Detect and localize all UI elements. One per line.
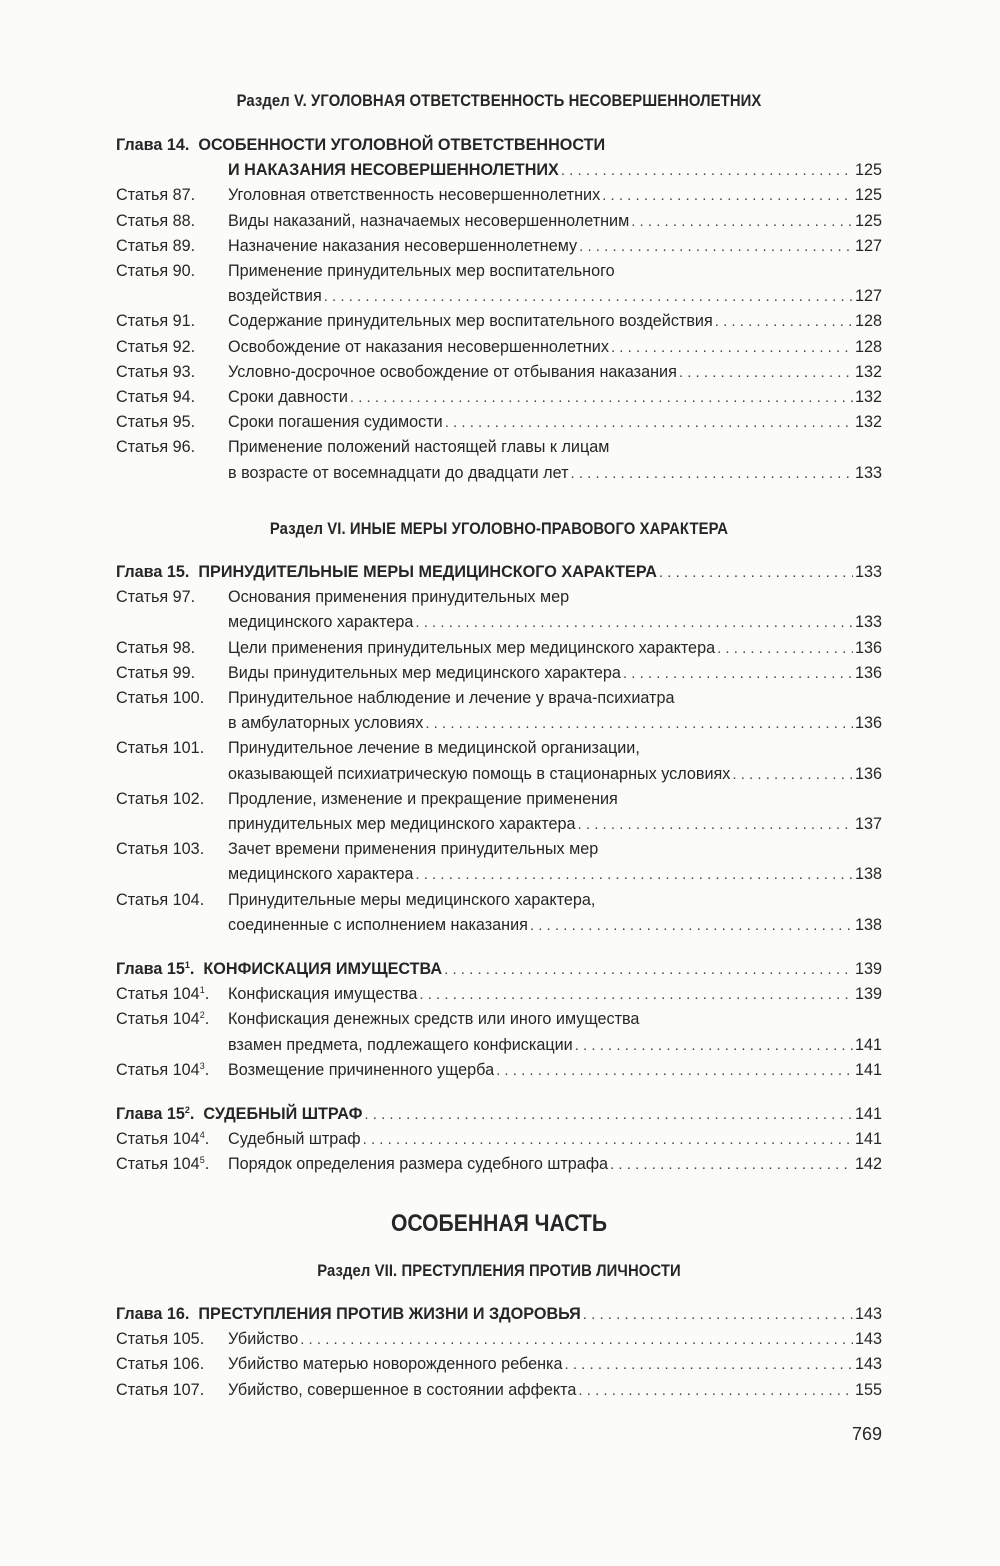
article-94 <box>116 385 882 410</box>
article-99-page: 136 <box>854 663 882 682</box>
article-92 <box>116 335 882 360</box>
article-99-leader <box>623 661 853 686</box>
article-103-text: Зачет времени применения принудительных мер <box>228 840 599 859</box>
article-1042-line2-page: 141 <box>854 1035 882 1054</box>
article-88-leader <box>631 209 853 234</box>
article-100-line2-text: в амбулаторных условиях <box>228 714 424 733</box>
article-1041-page: 139 <box>854 985 882 1004</box>
chapter-ch15-2-title <box>116 1102 882 1127</box>
article-90-line2-body <box>228 284 882 309</box>
chapter-ch14-title-line1-body <box>116 133 882 158</box>
toc-page <box>116 0 882 1566</box>
article-103-label: Статья 103. <box>116 840 205 859</box>
article-107-body <box>228 1378 882 1403</box>
article-93-leader <box>679 360 853 385</box>
article-97-text: Основания применения принудительных мер <box>228 588 570 607</box>
article-96-label: Статья 96. <box>116 438 196 457</box>
article-1042 <box>116 1007 882 1032</box>
article-105-page: 143 <box>854 1330 882 1349</box>
article-1043-leader <box>496 1058 853 1083</box>
article-1044-page: 141 <box>854 1130 882 1149</box>
article-104-label: Статья 104. <box>116 890 205 909</box>
article-104-line2 <box>116 913 882 938</box>
article-90-text: Применение принудительных мер воспитательного <box>228 262 615 280</box>
chapter-ch14-title-line1-text: ОСОБЕННОСТИ УГОЛОВНОЙ ОТВЕТСТВЕННОСТИ <box>198 136 606 154</box>
article-1041-label: Статья $104^1$. <box>116 985 210 1004</box>
chapter-ch15-title-page: 133 <box>854 563 882 581</box>
article-107-page: 155 <box>854 1380 882 1399</box>
chapter-ch14-title-line1 <box>116 133 882 158</box>
page-number: 769 <box>851 1424 882 1444</box>
article-89 <box>116 234 882 259</box>
article-91 <box>116 309 882 334</box>
article-1043-body <box>228 1058 882 1083</box>
article-102-label: Статья 102. <box>116 789 205 808</box>
article-94-label: Статья 94. <box>116 388 196 406</box>
article-93-label: Статья 93. <box>116 362 196 381</box>
chapter-ch15-1-label-sup: 1 <box>184 960 190 970</box>
article-1045 <box>116 1152 882 1177</box>
article-100-line2-page: 136 <box>854 714 882 733</box>
article-97-body <box>228 585 882 610</box>
article-90-line2-text: воздействия <box>228 287 322 306</box>
article-95-leader <box>445 410 853 435</box>
article-1043-text: Возмещение причиненного ущерба <box>228 1060 495 1079</box>
article-107-leader <box>578 1378 853 1403</box>
article-101-text: Принудительное лечение в медицинской организации, <box>228 739 640 758</box>
article-103 <box>116 837 882 862</box>
article-101-line2-body <box>228 762 882 787</box>
article-107 <box>116 1378 882 1403</box>
article-96-line2-text: в возрасте от восемнадцати до двадцати лет <box>228 463 569 482</box>
article-103-line2-leader <box>415 862 853 887</box>
article-98 <box>116 636 882 661</box>
special-part-title: ОСОБЕННАЯ ЧАСТЬ <box>390 1210 608 1237</box>
article-94-leader <box>350 385 853 410</box>
chapter-ch16-label: Глава 16. <box>116 1305 190 1323</box>
article-87 <box>116 183 882 208</box>
article-1043-label-sup: 3 <box>199 1060 205 1071</box>
article-95-page: 132 <box>854 413 882 432</box>
article-89-text: Назначение наказания несовершеннолетнему <box>228 236 578 255</box>
chapter-ch15-1-title-leader <box>444 957 853 982</box>
article-101-label: Статья 101. <box>116 739 205 758</box>
article-104-body <box>228 888 882 913</box>
article-106-body <box>228 1352 882 1377</box>
chapter-ch14-title-line2-text: И НАКАЗАНИЯ НЕСОВЕРШЕННОЛЕТНИХ <box>228 161 559 180</box>
article-103-body <box>228 837 882 862</box>
article-100-line2-body <box>228 711 882 736</box>
article-96-line2-page: 133 <box>854 463 882 482</box>
article-1041-body <box>228 982 882 1007</box>
article-106-text: Убийство матерью новорожденного ребенка <box>228 1355 563 1374</box>
article-89-leader <box>579 234 853 259</box>
article-87-page: 125 <box>854 186 882 205</box>
article-1042-text: Конфискация денежных средств или иного имущества <box>228 1010 640 1029</box>
chapter-ch15-title-text: ПРИНУДИТЕЛЬНЫЕ МЕРЫ МЕДИЦИНСКОГО ХАРАКТЕРА <box>198 563 657 581</box>
article-100-line2 <box>116 711 882 736</box>
article-105-body <box>228 1327 882 1352</box>
article-89-body <box>228 234 882 259</box>
article-97-line2-page: 133 <box>854 613 882 632</box>
chapter-ch15-1-title-body <box>116 957 882 982</box>
article-91-label: Статья 91. <box>116 312 196 331</box>
chapter-ch15-2-title-page: 141 <box>854 1105 882 1123</box>
article-99-body <box>228 661 882 686</box>
chapter-ch15-2-label: Глава $15^2$. <box>116 1105 195 1123</box>
article-1041-label-sup: 1 <box>199 985 205 996</box>
article-90-line2-leader <box>324 284 853 309</box>
article-105 <box>116 1327 882 1352</box>
article-1045-label: Статья $104^5$. <box>116 1155 210 1174</box>
article-93 <box>116 360 882 385</box>
article-94-body <box>228 385 882 410</box>
chapter-ch15-2-title-body <box>116 1102 882 1127</box>
article-101-line2-text: оказывающей психиатрическую помощь в стационарных условиях <box>228 764 731 783</box>
article-100 <box>116 686 882 711</box>
article-102-body <box>228 787 882 812</box>
article-98-leader <box>717 636 853 661</box>
chapter-ch15-1-title-page: 139 <box>854 960 882 978</box>
article-102-line2-page: 137 <box>854 815 882 833</box>
article-95-body <box>228 410 882 435</box>
section-vii-title: Раздел VII. ПРЕСТУПЛЕНИЯ ПРОТИВ ЛИЧНОСТИ <box>317 1262 681 1280</box>
article-89-label: Статья 89. <box>116 236 196 255</box>
article-99-label: Статья 99. <box>116 663 196 682</box>
article-1041-text: Конфискация имущества <box>228 985 418 1004</box>
article-107-text: Убийство, совершенное в состоянии аффекта <box>228 1380 577 1399</box>
article-101-line2-leader <box>732 762 853 787</box>
article-87-label: Статья 87. <box>116 186 196 205</box>
article-105-label: Статья 105. <box>116 1330 205 1349</box>
article-93-body <box>228 360 882 385</box>
article-1045-text: Порядок определения размера судебного штрафа <box>228 1155 609 1174</box>
article-1045-leader <box>610 1152 853 1177</box>
article-105-leader <box>300 1327 853 1352</box>
article-1044-label: Статья $104^4$. <box>116 1130 210 1149</box>
chapter-ch16-title-body <box>116 1302 882 1327</box>
chapter-ch14-title-line2-page: 125 <box>854 161 882 180</box>
article-1042-line2-leader <box>575 1033 853 1058</box>
article-94-page: 132 <box>854 388 882 406</box>
article-93-text: Условно-досрочное освобождение от отбывания наказания <box>228 362 677 381</box>
article-96-line2-body <box>228 461 882 486</box>
article-89-page: 127 <box>854 236 882 255</box>
article-94-text: Сроки давности <box>228 388 348 406</box>
article-104-line2-page: 138 <box>854 915 882 934</box>
article-90-line2 <box>116 284 882 309</box>
article-1042-line2-body <box>228 1033 882 1058</box>
article-87-leader <box>602 183 853 208</box>
article-101 <box>116 736 882 761</box>
chapter-ch14-title-line2-body <box>228 158 882 183</box>
chapter-ch15-1-title-text: КОНФИСКАЦИЯ ИМУЩЕСТВА <box>203 960 443 978</box>
article-88-text: Виды наказаний, назначаемых несовершеннолетним <box>228 211 630 230</box>
article-1042-label: Статья $104^2$. <box>116 1010 210 1029</box>
article-87-text: Уголовная ответственность несовершеннолетних <box>228 186 601 205</box>
article-95-text: Сроки погашения судимости <box>228 413 443 432</box>
article-97-line2 <box>116 610 882 635</box>
chapter-ch15-title-leader <box>659 560 853 585</box>
article-1043 <box>116 1058 882 1083</box>
article-100-line2-leader <box>425 711 853 736</box>
article-93-page: 132 <box>854 362 882 381</box>
article-95 <box>116 410 882 435</box>
article-104-line2-body <box>228 913 882 938</box>
article-92-leader <box>611 335 853 360</box>
article-101-line2-page: 136 <box>854 764 882 783</box>
chapter-ch16-title-leader <box>583 1302 853 1327</box>
article-1044-label-sup: 4 <box>199 1130 205 1141</box>
article-96-body <box>228 435 882 460</box>
article-1045-label-sup: 5 <box>199 1155 205 1166</box>
article-104 <box>116 888 882 913</box>
article-106-page: 143 <box>854 1355 882 1374</box>
article-101-line2 <box>116 762 882 787</box>
article-1042-label-sup: 2 <box>199 1010 205 1021</box>
article-91-text: Содержание принудительных мер воспитательного воздействия <box>228 312 713 331</box>
article-99-text: Виды принудительных мер медицинского характера <box>228 663 621 682</box>
section-vi-title: Раздел VI. ИНЫЕ МЕРЫ УГОЛОВНО-ПРАВОВОГО ХАРАКТЕРА <box>269 520 729 538</box>
article-98-text: Цели применения принудительных мер медицинского характера <box>228 638 716 657</box>
article-106 <box>116 1352 882 1377</box>
article-102 <box>116 787 882 812</box>
chapter-ch14-label: Глава 14. <box>116 136 190 154</box>
chapter-ch15-2-title-leader <box>364 1102 853 1127</box>
article-97-line2-leader <box>415 610 853 635</box>
article-96-text: Применение положений настоящей главы к лицам <box>228 438 610 457</box>
article-1045-body <box>228 1152 882 1177</box>
article-90-line2-page: 127 <box>854 287 882 306</box>
article-98-body <box>228 636 882 661</box>
article-104-text: Принудительные меры медицинского характера, <box>228 890 596 909</box>
article-1045-page: 142 <box>854 1155 882 1174</box>
article-97-line2-text: медицинского характера <box>228 613 414 632</box>
article-1044-body <box>228 1127 882 1152</box>
section-v-title: Раздел V. УГОЛОВНАЯ ОТВЕТСТВЕННОСТЬ НЕСОВЕРШЕННОЛЕТНИХ <box>236 92 762 110</box>
chapter-ch15-title <box>116 560 882 585</box>
article-98-label: Статья 98. <box>116 638 196 657</box>
chapter-ch14-title-line2 <box>116 158 882 183</box>
article-1041-leader <box>419 982 853 1007</box>
article-102-line2-body <box>228 812 882 837</box>
chapter-ch15-title-body <box>116 560 882 585</box>
article-1041 <box>116 982 882 1007</box>
article-97-label: Статья 97. <box>116 588 196 607</box>
chapter-ch15-2-label-sup: 2 <box>184 1105 190 1115</box>
article-98-page: 136 <box>854 638 882 657</box>
article-97 <box>116 585 882 610</box>
article-102-text: Продление, изменение и прекращение применения <box>228 789 618 808</box>
article-100-body <box>228 686 882 711</box>
chapter-ch16-title-page: 143 <box>854 1305 882 1323</box>
article-87-body <box>228 183 882 208</box>
article-92-label: Статья 92. <box>116 337 196 356</box>
article-90-body <box>228 259 882 284</box>
article-103-line2 <box>116 862 882 887</box>
article-102-line2-leader <box>578 812 853 837</box>
article-106-label: Статья 106. <box>116 1355 205 1374</box>
article-102-line2-text: принудительных мер медицинского характера <box>228 815 576 833</box>
article-106-leader <box>564 1352 853 1377</box>
chapter-ch15-1-label: Глава $15^1$. <box>116 960 195 978</box>
article-91-body <box>228 309 882 334</box>
article-1044-leader <box>363 1127 853 1152</box>
article-96-line2-leader <box>571 461 853 486</box>
article-92-body <box>228 335 882 360</box>
article-1044-text: Судебный штраф <box>228 1130 361 1149</box>
article-1044 <box>116 1127 882 1152</box>
article-104-line2-text: соединенные с исполнением наказания <box>228 915 528 934</box>
chapter-ch16-title <box>116 1302 882 1327</box>
article-101-body <box>228 736 882 761</box>
article-91-page: 128 <box>854 312 882 331</box>
article-99 <box>116 661 882 686</box>
article-100-text: Принудительное наблюдение и лечение у врача-психиатра <box>228 689 675 707</box>
chapter-ch15-2-title-text: СУДЕБНЫЙ ШТРАФ <box>203 1105 363 1123</box>
article-95-label: Статья 95. <box>116 413 196 432</box>
article-92-page: 128 <box>854 337 882 356</box>
chapter-ch16-title-text: ПРЕСТУПЛЕНИЯ ПРОТИВ ЖИЗНИ И ЗДОРОВЬЯ <box>198 1305 581 1323</box>
article-1043-label: Статья $104^3$. <box>116 1060 210 1079</box>
article-100-label: Статья 100. <box>116 689 205 707</box>
article-103-line2-body <box>228 862 882 887</box>
article-92-text: Освобождение от наказания несовершеннолетних <box>228 337 609 356</box>
article-91-leader <box>715 309 853 334</box>
article-88-label: Статья 88. <box>116 211 196 230</box>
article-102-line2 <box>116 812 882 837</box>
article-104-line2-leader <box>530 913 853 938</box>
chapter-ch14-title-line2-leader <box>561 158 853 183</box>
article-97-line2-body <box>228 610 882 635</box>
article-88 <box>116 209 882 234</box>
article-107-label: Статья 107. <box>116 1380 205 1399</box>
article-103-line2-text: медицинского характера <box>228 865 414 884</box>
article-1043-page: 141 <box>854 1060 882 1079</box>
article-90-label: Статья 90. <box>116 262 196 280</box>
article-1042-line2 <box>116 1033 882 1058</box>
article-96-line2 <box>116 461 882 486</box>
article-1042-body <box>228 1007 882 1032</box>
chapter-ch15-label: Глава 15. <box>116 563 190 581</box>
article-88-page: 125 <box>854 211 882 230</box>
article-105-text: Убийство <box>228 1330 299 1349</box>
article-90 <box>116 259 882 284</box>
article-103-line2-page: 138 <box>854 865 882 884</box>
article-96 <box>116 435 882 460</box>
chapter-ch15-1-title <box>116 957 882 982</box>
article-88-body <box>228 209 882 234</box>
article-1042-line2-text: взамен предмета, подлежащего конфискации <box>228 1035 573 1054</box>
